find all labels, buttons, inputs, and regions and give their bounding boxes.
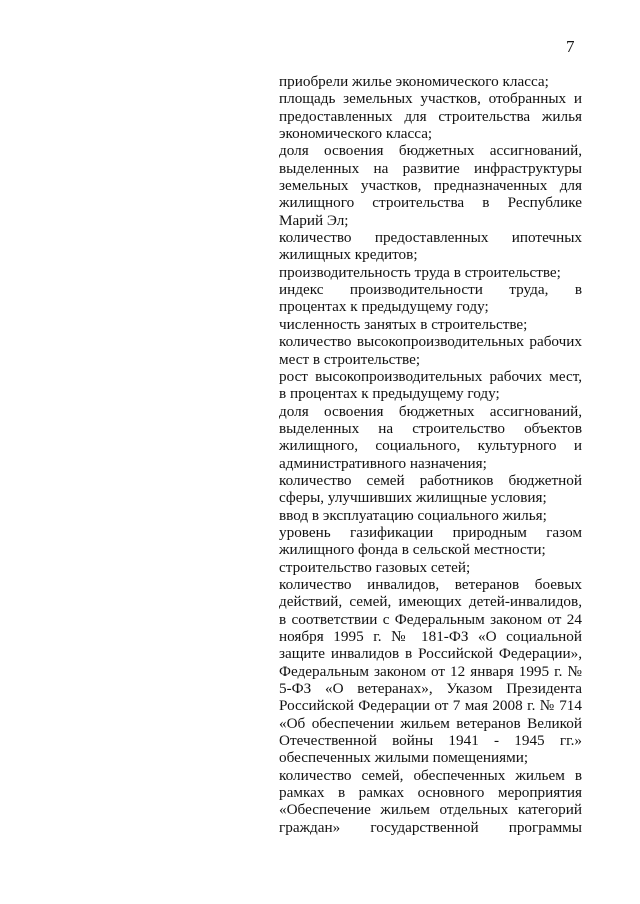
paragraph: количество семей работников бюджетной сферы, улучшивших жилищные условия; xyxy=(279,471,582,507)
paragraph: количество семей, обеспеченных жильем в рамках в рамках основного мероприятия «Обеспечение жильем отдельных категорий граждан» государственной программы xyxy=(279,766,582,836)
paragraph: доля освоения бюджетных ассигнований, выделенных на строительство объектов жилищного, социального, культурного и административного назначения; xyxy=(279,402,582,472)
paragraph: производительность труда в строительстве; xyxy=(279,263,561,281)
paragraph: ввод в эксплуатацию социального жилья; xyxy=(279,506,547,524)
paragraph: количество инвалидов, ветеранов боевых действий, семей, имеющих детей-инвалидов, в соответствии с Федеральным законом от 24 ноября 1995 г. № 181-ФЗ «О социальной защите инвалидов в Российской Федерации», Федеральным законом от 12 января 1995 г. № 5-ФЗ «О ветеранах», Указом Президента Российской Федерации от 7 мая 2008 г. № 714 «Об обеспечении жильем ветеранов Великой Отечественной войны 1941 - 1945 гг.» обеспеченных жилыми помещениями; xyxy=(279,575,582,767)
page-number: 7 xyxy=(566,37,575,56)
paragraph: строительство газовых сетей; xyxy=(279,558,471,576)
paragraph: площадь земельных участков, отобранных и предоставленных для строительства жилья экономического класса; xyxy=(279,90,582,143)
document-body xyxy=(279,73,582,836)
paragraph: количество предоставленных ипотечных жилищных кредитов; xyxy=(279,229,582,264)
paragraph: доля освоения бюджетных ассигнований, выделенных на развитие инфраструктуры земельных участков, предназначенных для жилищного строительства в Республике Марий Эл; xyxy=(279,142,582,229)
paragraph: рост высокопроизводительных рабочих мест, в процентах к предыдущему году; xyxy=(279,367,582,403)
paragraph: приобрели жилье экономического класса; xyxy=(279,73,549,90)
paragraph: численность занятых в строительстве; xyxy=(279,315,528,333)
paragraph: индекс производительности труда, в процентах к предыдущему году; xyxy=(279,281,582,316)
paragraph: уровень газификации природным газом жилищного фонда в сельской местности; xyxy=(279,523,582,559)
paragraph: количество высокопроизводительных рабочих мест в строительстве; xyxy=(279,333,582,368)
